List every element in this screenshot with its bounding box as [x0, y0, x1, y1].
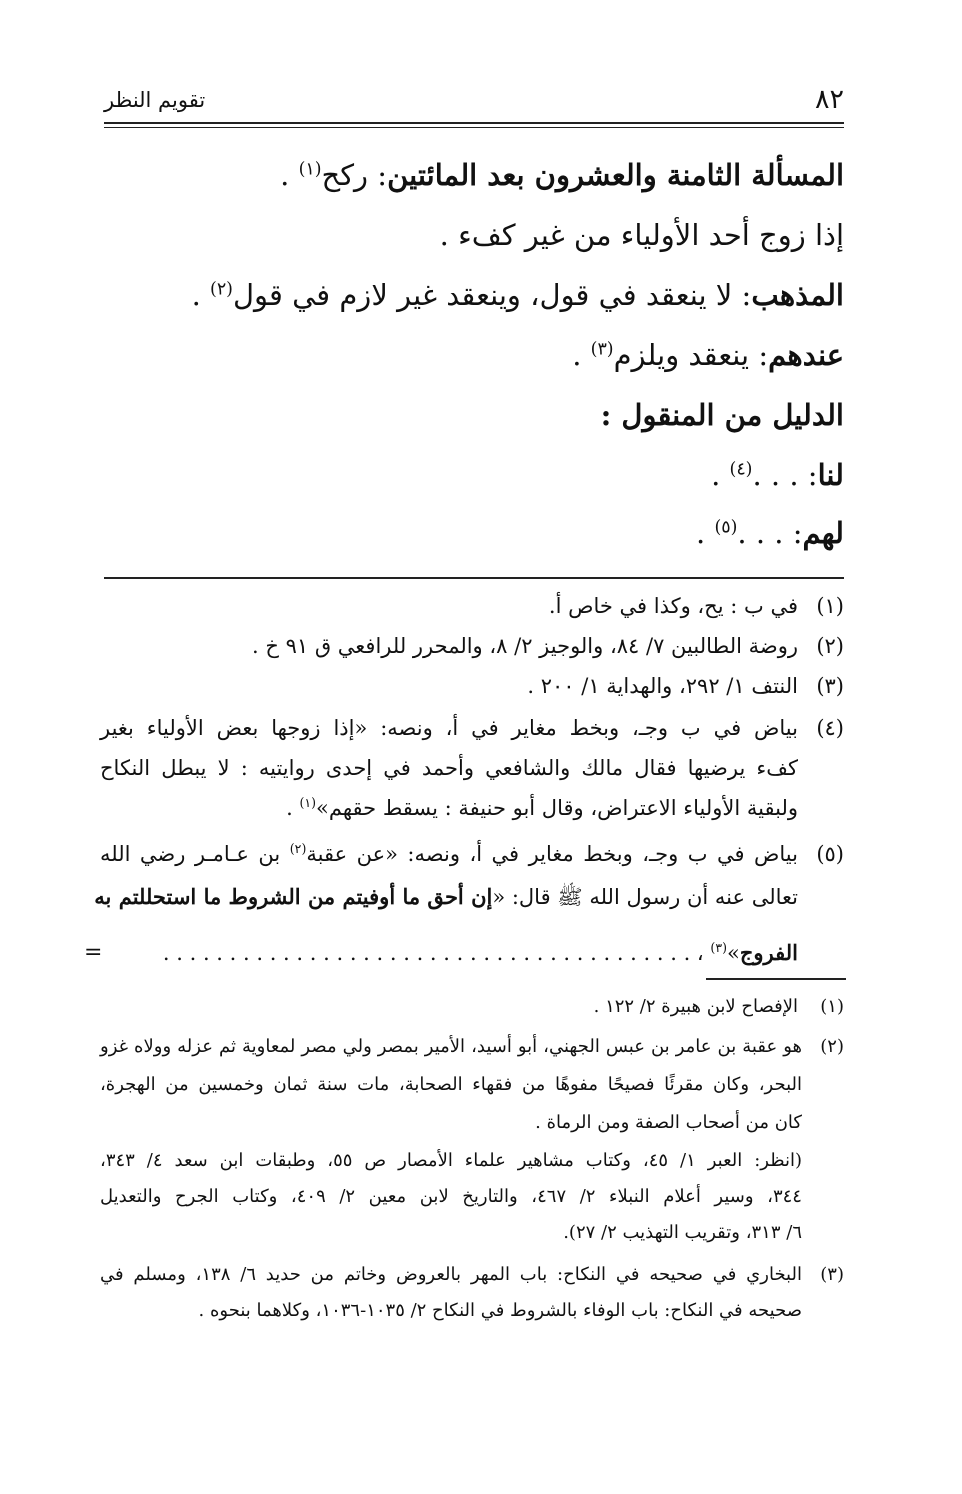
- subnote-3: (٣): [820, 1264, 844, 1285]
- hadith-text: الفروج: [739, 940, 798, 965]
- note-ref: (٥): [714, 517, 738, 538]
- issue-heading: المسألة الثامنة والعشرون بعد المائتين: ركح$^{(١)}$ .: [280, 158, 844, 192]
- madhhab-line: المذهب: لا ينعقد في قول، وينعقد غير لازم في قول$^{(٢)}$ .: [191, 278, 844, 312]
- opponents-label: عندهم: [768, 338, 844, 372]
- footnote-5-line: تعالى عنه أن رسول الله ﷺ قال: «إن أحق ما أوفيتم من الشروط ما استحللتم به: [94, 884, 798, 909]
- page-number: ٨٢: [814, 84, 844, 115]
- header-rule: [104, 122, 844, 124]
- footnote-3: (٣)النتف ١/ ٢٩٢، والهداية ١/ ٢٠٠ .: [527, 674, 844, 698]
- hadith-text: إن أحق ما أوفيتم من الشروط ما استحللتم به: [94, 884, 493, 909]
- opponents-line: عندهم: ينعقد ويلزم$^{(٣)}$ .: [572, 338, 844, 372]
- our-label: لنا: [817, 458, 844, 492]
- subnote-2-line: ٣٤٤، وسير أعلام النبلاء ٢/ ٤٦٧، والتاريخ لابن معين ٢/ ٤٠٩، وكتاب الجرح والتعديل: [100, 1186, 802, 1207]
- our-evidence-line: لنا: . . .$^{(٤)}$ .: [711, 458, 844, 492]
- subnote-3-line: صحيحه في النكاح: باب الوفاء بالشروط في النكاح ٢/ ١٠٣٥-١٠٣٦، وكلاهما بنحوه .: [198, 1300, 802, 1321]
- subnote-2-line: هو عقبة بن عامر بن عبس الجهني، أبو أسيد، الأمير بمصر ولي مصر لمعاوية ثم عزله وولاه غزو: [100, 1036, 802, 1057]
- note-ref: (٤): [729, 459, 753, 480]
- issue-title: المسألة الثامنة والعشرون بعد المائتين: [387, 158, 844, 192]
- note-ref: (٣): [710, 940, 727, 955]
- footnote-4-line: بياض في ب وجـ، وبخط مغاير في أ، ونصه: «إذا زوجها بعض الأولياء بغير: [100, 716, 798, 740]
- footnote-5-line: الفروج»$^{(٣)}$ ، . . . . . . . . . . . . . . . . . . . . . . . . . . . . . . . . . . . . . . . . =: [84, 940, 798, 965]
- footnote-1: (١)في ب : يح، وكذا في خاص أ.: [548, 594, 844, 618]
- subnote-2-line: (انظر: العبر ١/ ٤٥، وكتاب مشاهير علماء الأمصار ص ٥٥، وطبقات ابن سعد ٤/ ٣٤٣،: [100, 1150, 802, 1171]
- subnote-2-line: البحر، وكان مقرئًا فصيحًا مفوهًا من فقهاء الصحابة، مات سنة ثمان وخمسين من الهجرة،: [100, 1074, 802, 1095]
- subnote-2-line: كان من أصحاب الصفة ومن الرماة .: [535, 1112, 802, 1133]
- continuation-mark: =: [84, 940, 103, 965]
- their-label: لهم: [802, 516, 844, 550]
- subnote-1: (١)الإفصاح لابن هبيرة ٢/ ١٢٢ .: [593, 996, 844, 1017]
- note-ref: (١): [299, 795, 317, 810]
- footnote-4: (٤): [816, 716, 844, 740]
- note-ref: (١): [298, 159, 322, 180]
- note-ref: (٢): [289, 841, 307, 856]
- madhhab-label: المذهب: [751, 278, 844, 312]
- footnote-4-line: كفء يرضيها فقال مالك والشافعي وأحمد في إحدى روايتيه : لا يبطل النكاح: [100, 756, 798, 780]
- footnote-5: (٥): [816, 842, 844, 866]
- running-title: تقويم النظر: [104, 88, 206, 112]
- footnote-separator: [104, 577, 844, 579]
- footnote-2: (٢)روضة الطالبين ٧/ ٨٤، والوجيز ٢/ ٨، والمحرر للرافعي ق ٩١ خ .: [251, 634, 844, 658]
- header-rule-thin: [104, 127, 844, 128]
- subnote-2-line: ٦/ ٣١٣، وتقريب التهذيب ٢/ ٢٧).: [563, 1222, 802, 1243]
- note-ref: (٣): [590, 339, 614, 360]
- subnote-separator: [706, 978, 846, 980]
- note-ref: (٢): [210, 279, 233, 300]
- evidence-heading: الدليل من المنقول :: [600, 398, 844, 432]
- subnote-2: (٢): [820, 1036, 844, 1057]
- footnote-5-line: بياض في ب وجـ، وبخط مغاير في أ، ونصه: «عن عقبة$^{(٢)}$ بن عـامـر رضي الله: [100, 841, 798, 866]
- their-evidence-line: لهم: . . .$^{(٥)}$ .: [696, 516, 844, 550]
- issue-statement: إذا زوج أحد الأولياء من غير كفء .: [439, 218, 844, 252]
- subnote-3-line: البخاري في صحيحه في النكاح: باب المهر بالعروض وخاتم من حديد ٦/ ١٣٨، ومسلم في: [100, 1264, 802, 1285]
- footnote-4-line: ولبقية الأولياء الاعتراض، وقال أبو حنيفة : يسقط حقهم»$^{(١)}$ .: [286, 795, 798, 820]
